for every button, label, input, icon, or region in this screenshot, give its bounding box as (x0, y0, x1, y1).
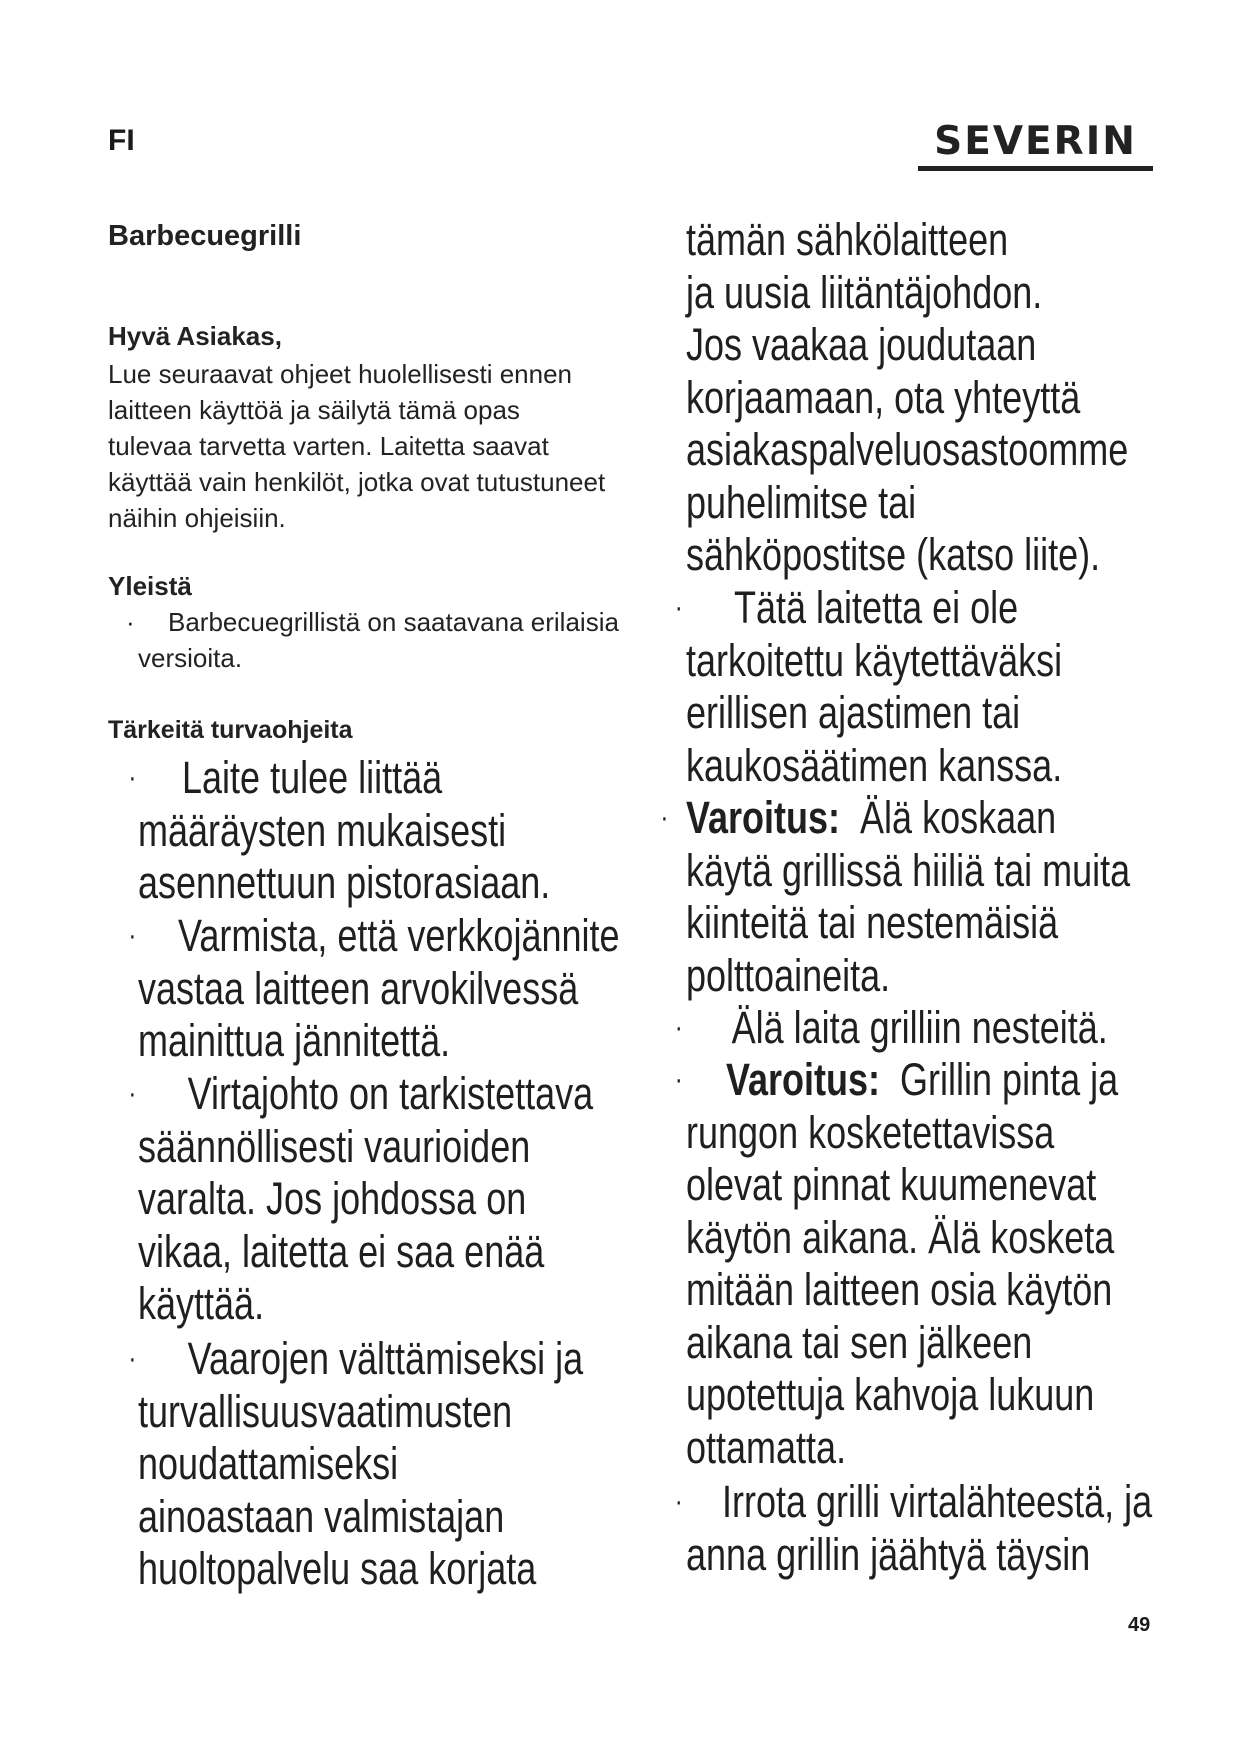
warning-label: Varoitus: (686, 792, 841, 843)
document-title: Barbecuegrilli (108, 220, 302, 252)
warning-text: Grillin pinta ja (900, 1054, 1119, 1105)
warning-text: Älä koskaan (860, 792, 1057, 843)
bullet-line: Tätä laitetta ei ole (734, 582, 1019, 633)
bullet-marker: · (674, 1011, 683, 1044)
bullet-line: kiinteitä tai nestemäisiä (686, 897, 1059, 948)
section-heading-general: Yleistä (108, 571, 192, 601)
bullet-line: mitään laitteen osia käytön (686, 1264, 1113, 1315)
text-line: ja uusia liitäntäjohdon. (686, 266, 1043, 318)
greeting: Hyvä Asiakas, (108, 321, 282, 351)
bullet-line: Vaarojen välttämiseksi ja (187, 1333, 584, 1384)
bullet-line: polttoaineita. (686, 949, 891, 1001)
bullet-line: Irrota grilli virtalähteestä, ja (722, 1476, 1153, 1527)
bullet-line: Varmista, että verkkojännite (178, 910, 620, 961)
safety-bullet-8 (674, 1054, 1119, 1474)
bullet-marker: · (674, 591, 683, 624)
intro-paragraph (108, 356, 605, 536)
safety-bullet-6 (660, 792, 1131, 1002)
intro-line: laitteen käyttöä ja säilytä tämä opas (108, 395, 520, 425)
bullet-line: käytön aikana. Älä kosketa (686, 1211, 1115, 1263)
bullet-line: tarkoitettu käytettäväksi (686, 634, 1063, 686)
bullet-line: kaukosäätimen kanssa. (686, 739, 1063, 791)
severin-logo: SEVERIN (918, 122, 1153, 171)
section-heading-safety: Tärkeitä turvaohjeita (108, 716, 353, 744)
bullet-line: määräysten mukaisesti (138, 804, 507, 856)
bullet-marker: · (674, 1485, 683, 1518)
bullet-marker: · (128, 919, 137, 952)
bullet-line: huoltopalvelu saa korjata (138, 1543, 537, 1594)
bullet-line: Virtajohto on tarkistettava (187, 1068, 594, 1119)
intro-line: käyttää vain henkilöt, jotka ovat tutustuneet (108, 467, 606, 497)
bullet-marker: · (126, 607, 135, 637)
general-line: Barbecuegrillistä on saatavana erilaisia (168, 607, 619, 637)
bullet-marker: · (674, 1063, 683, 1096)
text-line: puhelimitse tai (686, 476, 917, 528)
bullet-line: aikana tai sen jälkeen (686, 1316, 1033, 1368)
bullet-line: ainoastaan valmistajan (138, 1490, 505, 1542)
page-number: 49 (1128, 1614, 1151, 1636)
bullet-line: varalta. Jos johdossa on (138, 1173, 527, 1224)
bullet-line: käytä grillissä hiiliä tai muita (686, 844, 1131, 896)
text-line: asiakaspalveluosastoomme (686, 424, 1129, 475)
bullet-line (686, 1054, 1118, 1107)
language-code: FI (108, 124, 135, 157)
safety-bullet-3 (128, 1068, 594, 1331)
bullet-line: anna grillin jäähtyä täysin (686, 1528, 1091, 1580)
bullet-line (686, 792, 1130, 845)
bullet-line: asennettuun pistorasiaan. (138, 857, 551, 908)
bullet-line: säännöllisesti vaurioiden (138, 1120, 531, 1172)
intro-line: näihin ohjeisiin. (108, 503, 286, 533)
bullet-line: Laite tulee liittää (182, 752, 443, 803)
bullet-line: upotettuja kahvoja lukuun (686, 1369, 1095, 1420)
safety-bullet-4 (128, 1333, 584, 1596)
bullet-marker: · (128, 1077, 137, 1110)
bullet-line: Älä laita grilliin nesteitä. (731, 1002, 1108, 1053)
bullet-line: erillisen ajastimen tai (686, 687, 1021, 738)
warning-label: Varoitus: (726, 1054, 881, 1105)
bullet-line: noudattamiseksi (138, 1438, 399, 1489)
bullet-marker: · (660, 801, 669, 834)
bullet-line: käyttää. (138, 1278, 265, 1329)
general-bullet (138, 604, 619, 676)
bullet-line: ottamatta. (686, 1421, 847, 1473)
bullet-marker: · (128, 1342, 137, 1375)
text-line: tämän sähkölaitteen (686, 214, 1009, 265)
bullet-line: vastaa laitteen arvokilvessä (138, 962, 579, 1014)
safety-bullet-9 (674, 1476, 1153, 1581)
bullet-line: vikaa, laitetta ei saa enää (138, 1225, 545, 1277)
continued-text (686, 214, 1128, 582)
safety-bullet-5 (674, 582, 1063, 792)
text-line: Jos vaakaa joudutaan (686, 319, 1037, 370)
text-line: korjaamaan, ota yhteyttä (686, 371, 1081, 423)
safety-bullet-2 (128, 910, 620, 1068)
text-line: sähköpostitse (katso liite). (686, 529, 1101, 580)
general-line: versioita. (138, 643, 243, 673)
bullet-line: rungon kosketettavissa (686, 1106, 1055, 1158)
bullet-line: olevat pinnat kuumenevat (686, 1159, 1097, 1210)
bullet-marker: · (128, 761, 137, 794)
bullet-line: turvallisuusvaatimusten (138, 1385, 513, 1437)
safety-bullet-1 (128, 752, 551, 910)
intro-line: tulevaa tarvetta varten. Laitetta saavat (108, 431, 549, 461)
safety-bullet-7 (674, 1002, 1108, 1055)
intro-line: Lue seuraavat ohjeet huolellisesti ennen (108, 359, 573, 389)
bullet-line: mainittua jännitettä. (138, 1015, 451, 1066)
